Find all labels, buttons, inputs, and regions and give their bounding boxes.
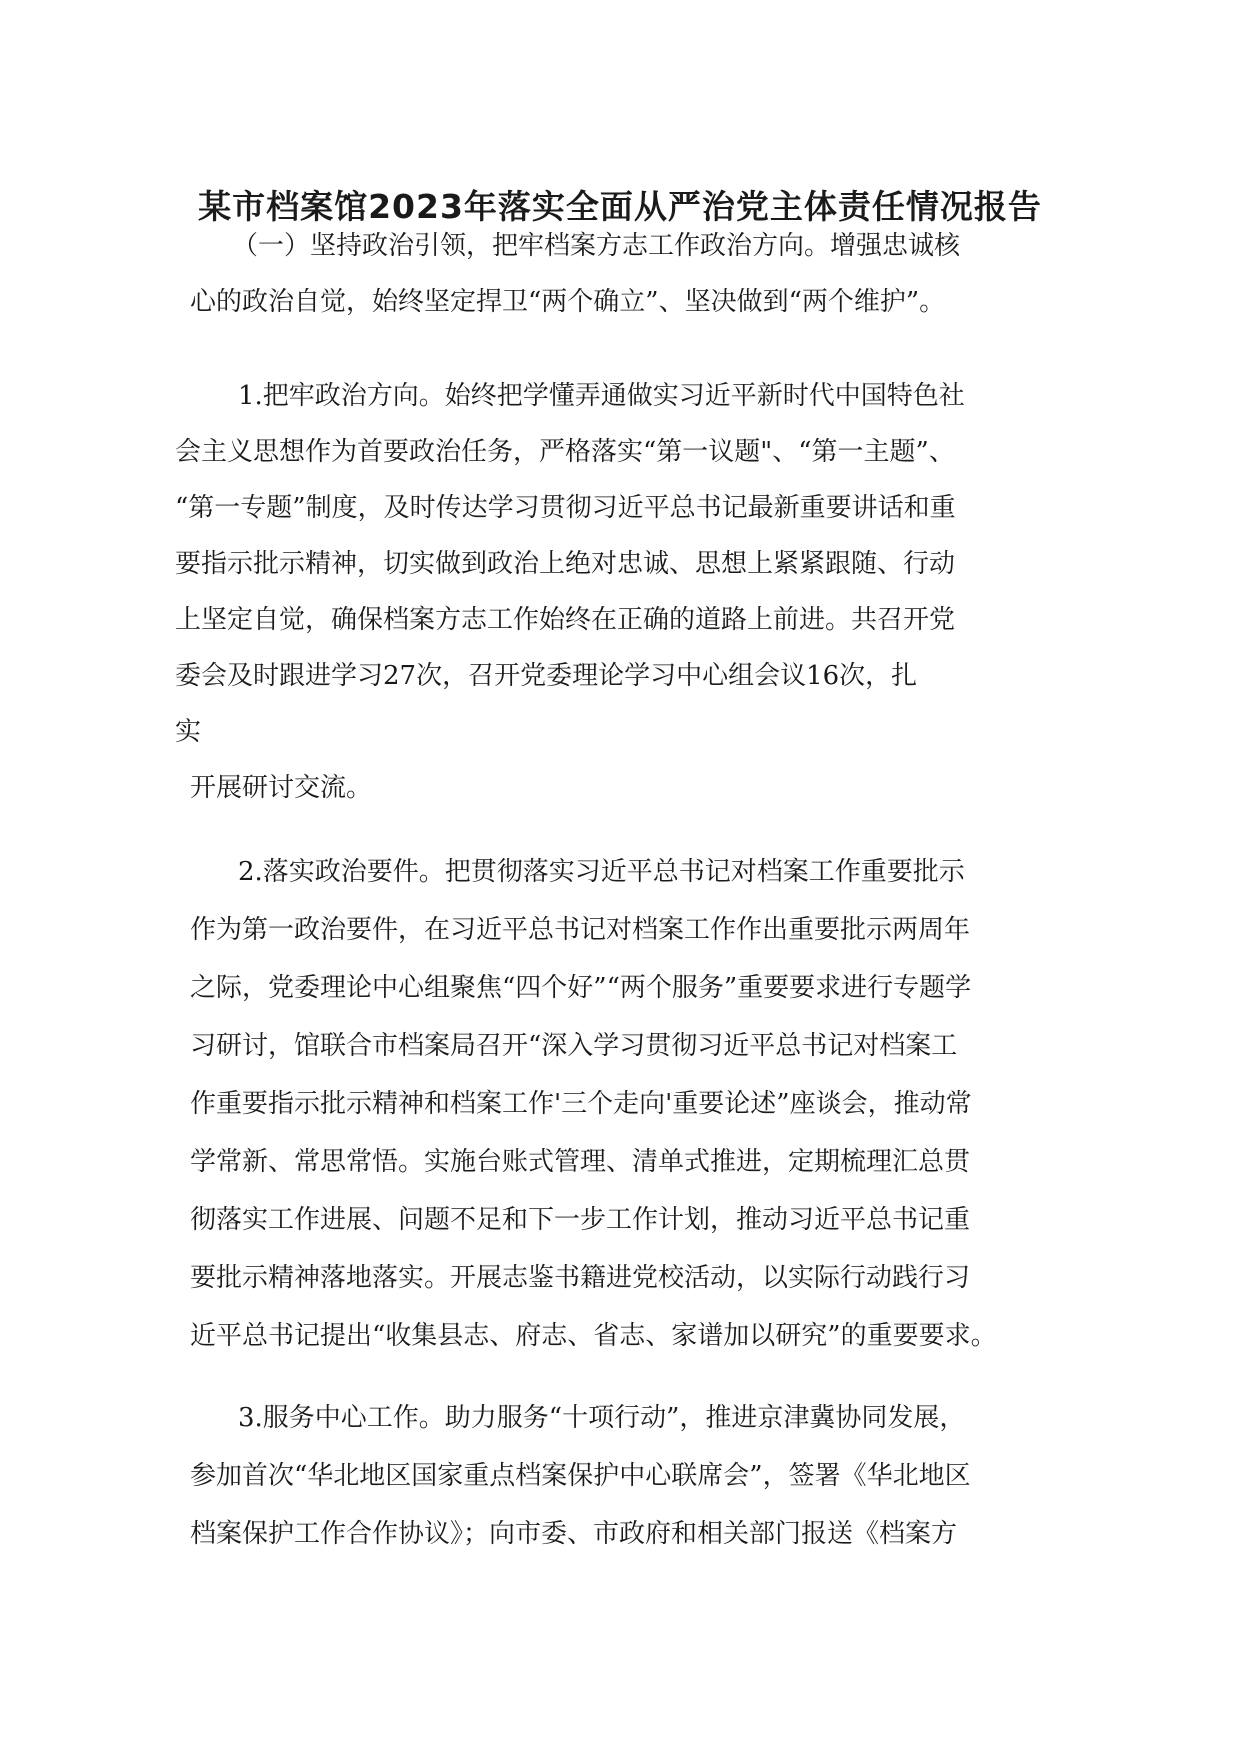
body-line: 要指示批示精神，切实做到政治上绝对忠诚、思想上紧紧跟随、行动 (175, 549, 956, 579)
body-line: 会主义思想作为首要政治任务，严格落实“第一议题"、“第一主题”、 (175, 437, 955, 467)
body-line: 参加首次“华北地区国家重点档案保护中心联席会”，签署《华北地区 (190, 1461, 971, 1491)
body-line: 学常新、常思常悟。实施台账式管理、清单式推进，定期梳理汇总贯 (190, 1147, 971, 1177)
body-line: 习研讨，馆联合市档案局召开“深入学习贯彻习近平总书记对档案工 (190, 1031, 958, 1061)
body-line: 开展研讨交流。 (190, 773, 373, 803)
body-line: 上坚定自觉，确保档案方志工作始终在正确的道路上前进。共召开党 (175, 605, 956, 635)
body-line: 要批示精神落地落实。开展志鉴书籍进党校活动，以实际行动践行习 (190, 1263, 971, 1293)
body-line: （一）坚持政治引领，把牢档案方志工作政治方向。增强忠诚核 (232, 231, 961, 261)
body-line: 委会及时跟进学习27次，召开党委理论学习中心组会议16次，扎 (175, 661, 918, 691)
body-line: 彻落实工作进展、问题不足和下一步工作计划，推动习近平总书记重 (190, 1205, 971, 1235)
body-line: 近平总书记提出“收集县志、府志、省志、家谱加以研究”的重要要求。 (190, 1321, 997, 1351)
body-line: 实 (175, 717, 202, 747)
body-line: 3.服务中心工作。助力服务“十项行动”，推进京津冀协同发展， (238, 1403, 966, 1433)
body-line: 1.把牢政治方向。始终把学懂弄通做实习近平新时代中国特色社 (238, 381, 965, 411)
body-line: 之际，党委理论中心组聚焦“四个好”“两个服务”重要要求进行专题学 (190, 973, 972, 1003)
body-line: 2.落实政治要件。把贯彻落实习近平总书记对档案工作重要批示 (238, 857, 965, 887)
body-line: 作重要指示批示精神和档案工作'三个走向'重要论述”座谈会，推动常 (190, 1089, 972, 1119)
document-title: 某市档案馆2023年落实全面从严治党主体责任情况报告 (198, 187, 1042, 226)
body-line: 心的政治自觉，始终坚定捍卫“两个确立”、坚决做到“两个维护”。 (190, 287, 946, 317)
body-line: 档案保护工作合作协议》；向市委、市政府和相关部门报送《档案方 (190, 1519, 958, 1549)
body-line: “第一专题”制度，及时传达学习贯彻习近平总书记最新重要讲话和重 (175, 493, 956, 523)
body-line: 作为第一政治要件，在习近平总书记对档案工作作出重要批示两周年 (190, 915, 971, 945)
